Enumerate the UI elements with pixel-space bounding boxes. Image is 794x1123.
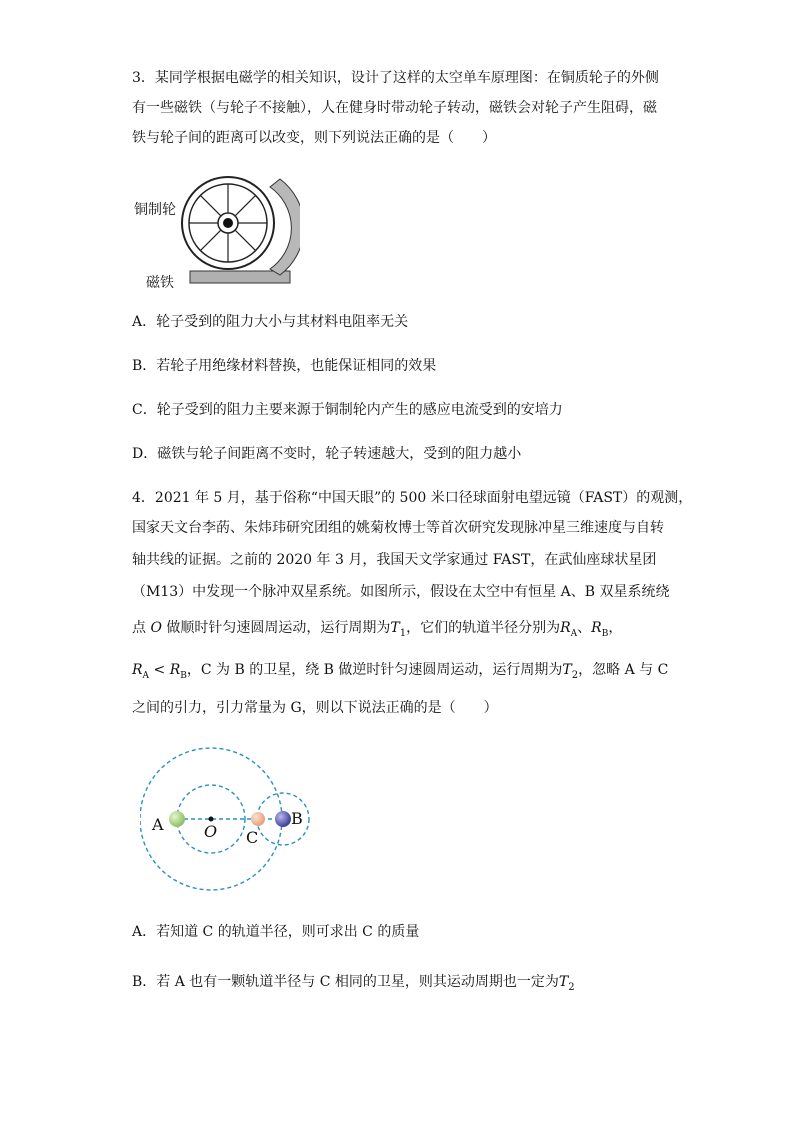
- symbol-t2: T: [562, 662, 572, 678]
- q4-line-4: （M13）中发现一个脉冲双星系统。如图所示，假设在太空中有恒星 A、B 双星系统绕: [132, 584, 670, 600]
- q4-line-5-d: 、: [577, 620, 592, 636]
- q4-line-5-b: 做顺时针匀速圆周运动，运行周期为: [161, 620, 391, 636]
- q4-line-3: 轴共线的证据。之前的 2020 年 3 月，我国天文学家通过 FAST，在武仙座球状星团: [132, 552, 657, 568]
- wheel-axle: [223, 218, 233, 228]
- label-a: A: [152, 815, 164, 834]
- q4-line-2: 国家天文台李菂、朱炜玮研究团组的姚菊枚博士等首次研究发现脉冲星三维速度与自转: [132, 520, 664, 536]
- label-c: C: [246, 828, 259, 847]
- magnet-base: [190, 271, 290, 283]
- symbol-t1-sub: 1: [399, 627, 407, 639]
- satellite-c: [251, 812, 265, 826]
- center-o: [209, 817, 214, 822]
- q4-line-5: [132, 618, 622, 644]
- label-b: B: [291, 809, 303, 828]
- symbol-ra-sub: A: [570, 628, 578, 639]
- q4-line-6-b: ，忽略 A 与 C: [578, 662, 669, 678]
- q3-option-a: A．轮子受到的阻力大小与其材料电阻率无关: [132, 314, 409, 330]
- q3-option-d: D．磁铁与轮子间距离不变时，轮子转速越大，受到的阻力越小: [132, 446, 522, 462]
- star-a: [169, 811, 185, 827]
- q4-line-6: [132, 660, 668, 686]
- q4-option-b: [132, 972, 575, 998]
- symbol-rb-sub: B: [601, 628, 609, 639]
- point-o: O: [150, 620, 162, 636]
- q4-line-1: 4．2021 年 5 月，基于俗称“中国天眼”的 500 米口径球面射电望远镜（FAST）的观测，: [132, 490, 693, 506]
- q4-line-5-e: ，: [608, 620, 623, 636]
- q3-line-2: 有一些磁铁（与轮子不接触），人在健身时带动轮子转动，磁铁会对轮子产生阻碍，磁: [132, 100, 657, 116]
- symbol-ra-2-sub: A: [142, 670, 150, 681]
- label-magnet: 磁铁: [146, 275, 174, 291]
- symbol-t2-sub: 2: [571, 669, 579, 681]
- symbol-rb-2-sub: B: [180, 670, 187, 681]
- q4-option-a: A．若知道 C 的轨道半径，则可求出 C 的质量: [132, 924, 420, 940]
- q3-line-3: 铁与轮子间的距离可以改变，则下列说法正确的是（ ）: [132, 130, 496, 146]
- q4-line-7: 之间的引力，引力常量为 G，则以下说法正确的是（ ）: [132, 700, 498, 716]
- q3-option-b: B．若轮子用绝缘材料替换，也能保证相同的效果: [132, 358, 437, 374]
- symbol-rb: R: [591, 620, 602, 636]
- label-o: O: [204, 822, 218, 841]
- q4-line-5-c: ，它们的轨道半径分别为: [406, 620, 561, 636]
- symbol-t2-optb: T: [558, 974, 569, 990]
- symbol-t1: T: [390, 620, 400, 636]
- q3-line-1: 3．某同学根据电磁学的相关知识，设计了这样的太空单车原理图：在铜质轮子的外侧: [132, 70, 659, 86]
- symbol-t2-optb-sub: 2: [568, 981, 575, 993]
- q4-line-6-a: ，C 为 B 的卫星，绕 B 做逆时针匀速圆周运动，运行周期为: [186, 662, 563, 678]
- label-copper-wheel: 铜制轮: [134, 202, 176, 218]
- symbol-ra: R: [560, 620, 571, 636]
- q4-option-b-text: B．若 A 也有一颗轨道半径与 C 相同的卫星，则其运动周期也一定为: [132, 974, 559, 990]
- symbol-rb-2: R: [169, 662, 181, 678]
- star-b: [275, 811, 291, 827]
- less-than: <: [149, 662, 170, 678]
- q4-line-5-a: 点: [132, 620, 151, 636]
- symbol-ra-2: R: [132, 662, 143, 678]
- q3-option-c: C．轮子受到的阻力主要来源于铜制轮内产生的感应电流受到的安培力: [132, 402, 563, 418]
